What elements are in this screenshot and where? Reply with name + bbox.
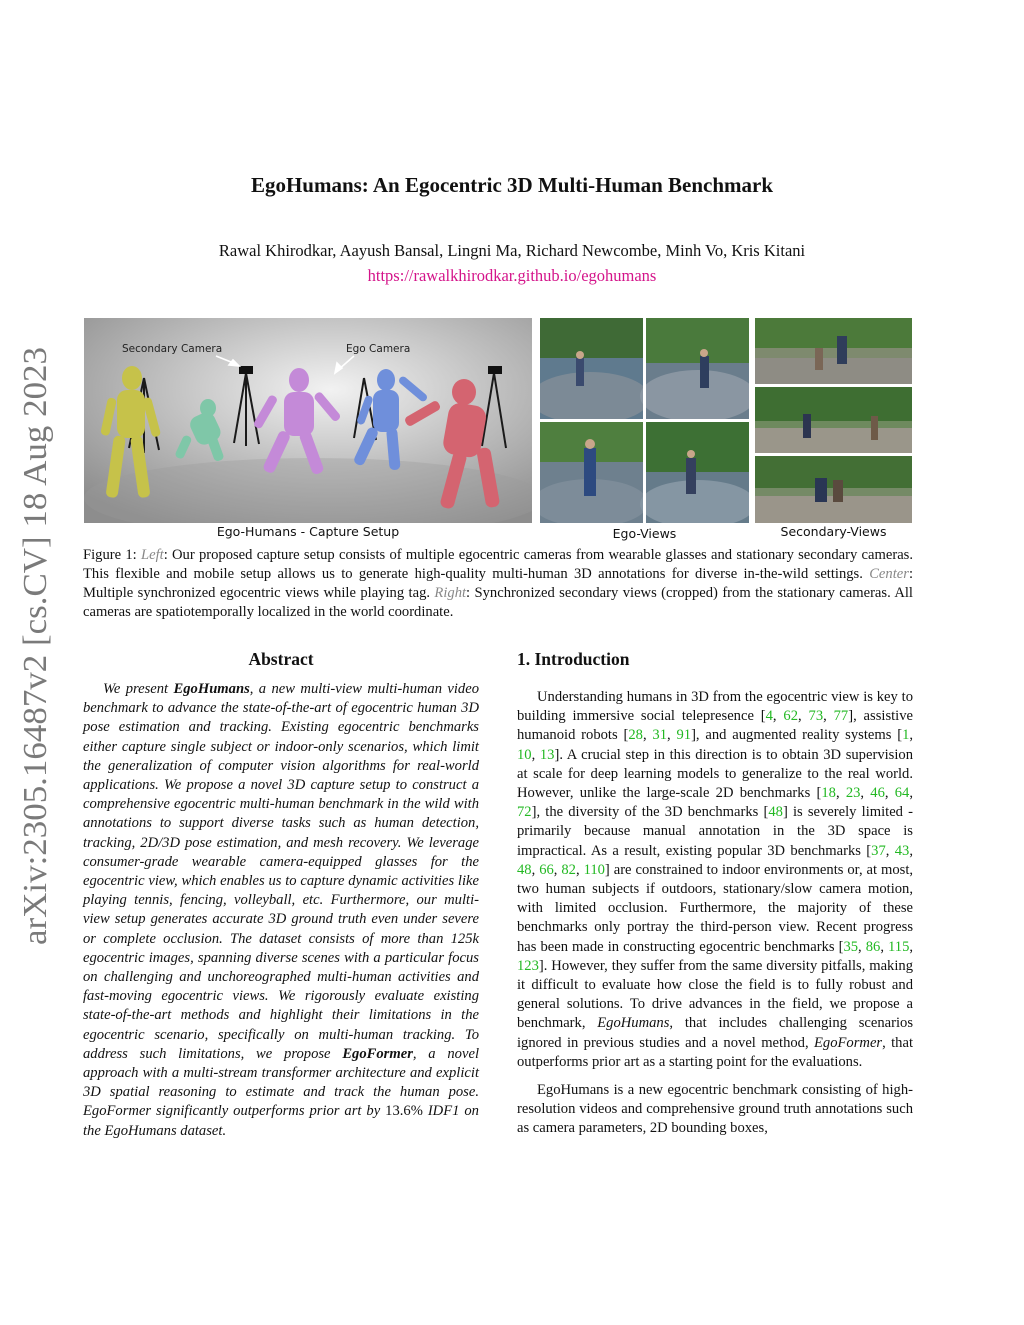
intro-text: ] are constrained to indoor environments or, at most, two human subjects if outdoors, stationary/slow camera motion, with limited occlusion. Furthermore, the majority of these benchmarks only portray the third-person view. Recent progress has been made in constructing egocentric benchmarks [ [517, 861, 914, 955]
abstract-egoformer: EgoFormer [342, 1045, 413, 1062]
citation-group: 18, 23, 46, 64, 72 [517, 785, 913, 821]
caption-center-text: : Multiple synchronized egocentric views while playing tag. [83, 566, 913, 601]
citation-group: 37, 43, 48, 66, 82, 110 [517, 842, 913, 878]
abstract-improvement-value: 13.6% [385, 1103, 423, 1120]
intro-egohumans: EgoHumans [597, 1015, 670, 1032]
caption-figure-number: Figure 1: [83, 547, 141, 563]
label-ego-views: Ego-Views [612, 526, 677, 541]
citation-group: 4, 62, 73, 77 [765, 708, 849, 725]
citation-link[interactable]: 13 [539, 746, 555, 763]
caption-right-text: : Synchronized secondary views (cropped) from the stationary cameras. All cameras are spatiotemporally localized in the world coordinate. [83, 585, 913, 620]
citation-link[interactable]: 43 [894, 842, 910, 859]
citation-group: 1, 10, 13 [517, 727, 914, 763]
abstract-heading: Abstract [248, 649, 314, 669]
intro-text: Understanding humans in 3D from the egocentric view is key to building immersive social telepresence [ [517, 689, 913, 725]
intro-text: ] is severely limited - primarily because manual annotation in the 3D space is impractical. As a result, existing popular 3D benchmarks [ [517, 804, 914, 859]
intro-egoformer: EgoFormer [814, 1034, 883, 1051]
intro-text: ], the diversity of the 3D benchmarks [ [531, 804, 769, 821]
citation-link[interactable]: 31 [652, 727, 667, 744]
intro-text: ], and augmented reality systems [ [691, 727, 903, 744]
abstract-text: We present [103, 681, 174, 697]
author-list: Rawal Khirodkar, Aayush Bansal, Lingni Ma, Richard Newcombe, Minh Vo, Kris Kitani [218, 241, 806, 260]
citation-link[interactable]: 91 [676, 727, 692, 744]
citation-link[interactable]: 115 [888, 938, 910, 955]
citation-link[interactable]: 82 [561, 861, 576, 878]
citation-link[interactable]: 48 [768, 804, 783, 821]
citation-group: 28, 31, 91 [628, 727, 692, 744]
citation-link[interactable]: 28 [628, 727, 643, 744]
citation-link[interactable]: 123 [517, 957, 539, 974]
citation-link[interactable]: 18 [821, 785, 836, 802]
intro-paragraph-1 [517, 688, 913, 1072]
citation-group [768, 804, 783, 820]
intro-text: ]. However, they suffer from the same diversity pitfalls, making it difficult to evaluate how close the field is to fully robust and general solutions. To drive advances in the field, we propose a benchmark, [517, 957, 913, 1032]
citation-link[interactable]: 72 [517, 804, 532, 821]
citation-link[interactable]: 110 [583, 861, 605, 878]
citation-link[interactable]: 64 [894, 785, 910, 802]
annotation-secondary-camera: Secondary Camera [122, 343, 223, 355]
caption-left-word: Left [140, 547, 164, 563]
intro-heading: 1. Introduction [517, 649, 630, 669]
citation-link[interactable]: 4 [765, 708, 773, 725]
citation-group: 35, 86, 115, 123 [517, 938, 914, 974]
abstract-body [83, 680, 479, 1141]
project-url-link[interactable]: https://rawalkhirodkar.github.io/egohumans [367, 266, 657, 285]
citation-link[interactable]: 23 [845, 785, 861, 802]
intro-paragraph-2: EgoHumans is a new egocentric benchmark consisting of high-resolution videos and comprehensive ground truth annotations such as camera parameters, 2D bounding boxes, [517, 1082, 913, 1137]
citation-link[interactable]: 46 [870, 785, 885, 802]
caption-center-word: Center [869, 566, 909, 582]
abstract-text: IDF1 on the EgoHumans dataset. [83, 1103, 479, 1139]
caption-left-text: : Our proposed capture setup consists of multiple egocentric cameras from wearable glasses and stationary secondary cameras. This flexible and mobile setup allows us to generate high-quality multi-human 3D annotations for diverse in-the-wild settings. [83, 547, 913, 582]
intro-text: , that outperforms prior art as a starting point for the evaluations. [517, 1034, 913, 1070]
caption-right-word: Right [434, 585, 467, 601]
paper-title: EgoHumans: An Egocentric 3D Multi-Human Benchmark [250, 173, 774, 197]
citation-link[interactable]: 1 [902, 727, 910, 744]
label-capture-setup: Ego-Humans - Capture Setup [216, 524, 400, 539]
intro-text: , that includes challenging scenarios ignored in previous studies and a novel method, [517, 1015, 913, 1051]
intro-text: ], assistive humanoid robots [ [517, 708, 914, 744]
figure-capture-setup [84, 318, 532, 523]
figure-caption [83, 546, 913, 622]
figure-ego-views [540, 318, 749, 523]
citation-link[interactable]: 86 [865, 938, 881, 955]
intro-body [517, 688, 913, 1148]
citation-link[interactable]: 48 [517, 861, 532, 878]
citation-link[interactable]: 66 [539, 861, 554, 878]
citation-link[interactable]: 73 [808, 708, 824, 725]
arxiv-id: arXiv:2305.16487v2 [cs.CV] 18 Aug 2023 [17, 371, 54, 945]
citation-link[interactable]: 10 [517, 746, 532, 763]
label-secondary-views: Secondary-Views [780, 524, 887, 539]
intro-text: ]. A crucial step in this direction is to obtain 3D supervision at scale for deep learning models to generalize to the real world. However, unlike the large-scale 2D benchmarks [ [517, 746, 913, 802]
citation-link[interactable]: 77 [833, 708, 849, 725]
abstract-text: , a novel approach with a multi-stream transformer architecture and explicit 3D spatial reasoning to estimate and track the human pose. EgoFormer significantly outperforms prior art by [83, 1045, 479, 1120]
figure-secondary-views [755, 318, 912, 523]
abstract-text: , a new multi-view multi-human video benchmark to advance the state-of-the-art of egocentric human 3D pose estimation and tracking. Existing egocentric benchmarks either capture single subject or indoor-only scenarios, which limit the generalization of computer vision algorithms for real-world applications. We propose a novel 3D capture setup to construct a comprehensive egocentric multi-human benchmark in the wild with annotations to support diverse tasks such as human detection, tracking, 2D/3D pose estimation, and mesh recovery. We leverage consumer-grade wearable camera-equipped glasses for the egocentric view, which enables us to capture dynamic activities like playing tennis, fencing, volleyball, etc. Furthermore, our multi-view setup generates accurate 3D ground truth even under severe or complete occlusion. The dataset consists of more than 125k egocentric images, spanning diverse scenes with a particular focus on challenging and unchoreographed multi-human activities and fast-moving egocentric views. We rigorously evaluate existing state-of-the-art methods and highlight their limitations in the egocentric scenario, specifically on multi-human tracking. To address such limitations, we propose [83, 681, 479, 1062]
annotation-ego-camera: Ego Camera [346, 343, 411, 355]
citation-link[interactable]: 37 [871, 842, 886, 859]
citation-link[interactable]: 35 [843, 938, 859, 955]
abstract-egohumans: EgoHumans [173, 681, 250, 697]
citation-link[interactable]: 62 [783, 708, 799, 725]
arxiv-stamp [6, 345, 56, 945]
